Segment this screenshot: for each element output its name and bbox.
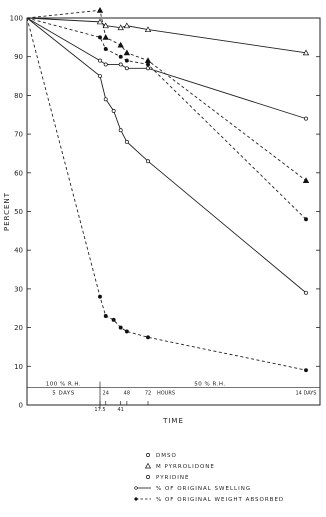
y-tick-label: 30 bbox=[14, 285, 23, 294]
legend-line-marker bbox=[135, 487, 138, 490]
series-layer bbox=[27, 8, 309, 372]
data-point bbox=[304, 117, 307, 120]
legend-label: PYRIDINE bbox=[156, 475, 190, 481]
data-point bbox=[304, 218, 307, 221]
x-axis-title: TIME bbox=[163, 417, 184, 425]
data-point bbox=[125, 140, 128, 143]
legend bbox=[135, 453, 284, 503]
y-axis-title: PERCENT bbox=[3, 192, 11, 231]
data-point bbox=[97, 8, 102, 13]
data-point bbox=[98, 59, 101, 62]
y-tick-label: 80 bbox=[14, 91, 23, 100]
data-point bbox=[119, 326, 122, 329]
data-point bbox=[146, 336, 149, 339]
data-point bbox=[303, 178, 308, 183]
data-point bbox=[112, 318, 115, 321]
legend-label: % OF ORIGINAL WEIGHT ABSORBED bbox=[156, 497, 285, 503]
data-point bbox=[304, 369, 307, 372]
y-tick-label: 10 bbox=[14, 362, 23, 371]
data-point bbox=[118, 42, 123, 47]
legend-label: M PYRROLIDONE bbox=[156, 464, 215, 470]
legend-circle-icon bbox=[146, 453, 149, 456]
series-line bbox=[27, 18, 306, 119]
data-point bbox=[124, 23, 129, 28]
legend-circle-icon bbox=[146, 475, 149, 478]
x-tick-label: 24 bbox=[102, 390, 109, 397]
x-tick-label: 17.5 bbox=[94, 407, 106, 413]
x-tick-label: 41 bbox=[117, 407, 124, 413]
y-tick-label: 40 bbox=[14, 246, 23, 255]
data-point bbox=[98, 74, 101, 77]
y-tick-label: 20 bbox=[14, 324, 23, 333]
series-line bbox=[27, 18, 306, 293]
series-line bbox=[27, 18, 306, 53]
period-label: 50 % R.H. bbox=[194, 381, 226, 388]
legend-label: DMSO bbox=[156, 453, 177, 459]
x-tick-label: 72 bbox=[144, 390, 152, 397]
data-point bbox=[119, 129, 122, 132]
data-point bbox=[98, 295, 101, 298]
data-point bbox=[146, 67, 149, 70]
y-tick-label: 60 bbox=[14, 169, 23, 178]
data-point bbox=[304, 291, 307, 294]
period-label: 100 % R.H. bbox=[45, 381, 82, 388]
data-point bbox=[103, 35, 108, 40]
y-tick-label: 50 bbox=[14, 208, 23, 216]
period-sublabel: 5 DAYS bbox=[52, 390, 75, 397]
data-point bbox=[104, 63, 107, 66]
data-point bbox=[104, 314, 107, 317]
x-tick-label: 48 bbox=[123, 390, 131, 397]
data-point bbox=[98, 36, 101, 39]
legend-line-marker bbox=[135, 498, 138, 501]
label-layer bbox=[10, 15, 317, 414]
data-point bbox=[119, 63, 122, 66]
y-tick-label: 70 bbox=[14, 130, 23, 139]
data-point bbox=[124, 50, 129, 55]
y-tick-label: 0 bbox=[18, 401, 23, 410]
data-point bbox=[125, 330, 128, 333]
data-point bbox=[125, 59, 128, 62]
y-tick-label: 100 bbox=[9, 14, 23, 23]
data-point bbox=[104, 47, 107, 50]
data-point bbox=[104, 98, 107, 101]
y-tick-label: 90 bbox=[14, 53, 23, 62]
x-unit-label: HOURS bbox=[156, 390, 176, 397]
legend-label: % OF ORIGINAL SWELLING bbox=[156, 486, 252, 492]
data-point bbox=[119, 55, 122, 58]
x-tick-label: 14 DAYS bbox=[295, 390, 317, 397]
data-point bbox=[112, 109, 115, 112]
series-line bbox=[27, 18, 306, 370]
data-point bbox=[125, 67, 128, 70]
data-point bbox=[146, 63, 149, 66]
series-line bbox=[27, 18, 306, 219]
data-point bbox=[146, 160, 149, 163]
series-line bbox=[27, 10, 306, 180]
legend-triangle-icon bbox=[146, 464, 151, 469]
